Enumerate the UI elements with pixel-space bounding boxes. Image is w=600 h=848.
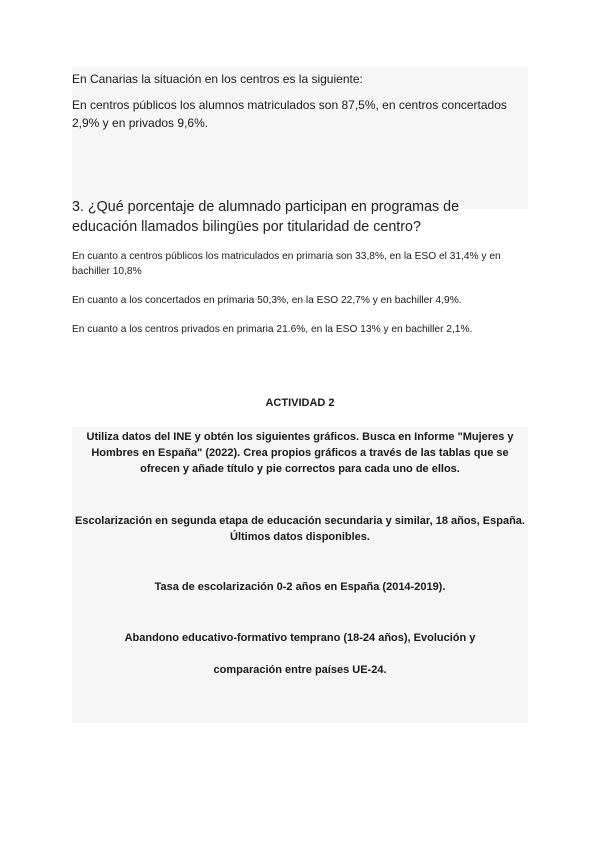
answer-private: En cuanto a los centros privados en primaria 21.6%, en la ESO 13% y en bachiller 2,1%.: [72, 324, 473, 335]
canarias-intro: En Canarias la situación en los centros es la siguiente:: [72, 72, 363, 86]
activity-item-secundaria: Escolarización en segunda etapa de educación secundaria y similar, 18 años, España. Últimos datos disponibles.: [75, 515, 525, 543]
answer-public: En cuanto a centros públicos los matriculados en primaria son 33,8%, en la ESO el 31,4% y en bachiller 10,8%: [72, 251, 501, 277]
answer-concertados: En cuanto a los concertados en primaria 50,3%, en la ESO 22,7% y en bachiller 4,9%.: [72, 295, 462, 306]
canarias-section: [72, 66, 528, 209]
activity-2-title: ACTIVIDAD 2: [265, 397, 335, 409]
activity-item-escolarizacion: Tasa de escolarización 0-2 años en España (2014-2019).: [154, 581, 446, 593]
activity-2-instructions: Utiliza datos del INE y obtén los siguientes gráficos. Busca en Informe "Mujeres y Hombres en España" (2022). Crea propios gráficos a través de las tablas que se ofrecen y añade título y pie correctos para cada uno de ellos.: [86, 431, 514, 475]
activity-item-abandono: Abandono educativo-formativo temprano (18-24 años), Evolución y: [124, 632, 476, 644]
activity-item-comparacion: comparación entre países UE-24.: [213, 664, 387, 676]
activity-2-block: [72, 427, 528, 723]
canarias-detail: En centros públicos los alumnos matriculados son 87,5%, en centros concertados 2,9% y en privados 9,6%.: [72, 98, 507, 130]
question-3-heading: 3. ¿Qué porcentaje de alumnado participan en programas de educación llamados bilingües por titularidad de centro?: [72, 199, 460, 235]
